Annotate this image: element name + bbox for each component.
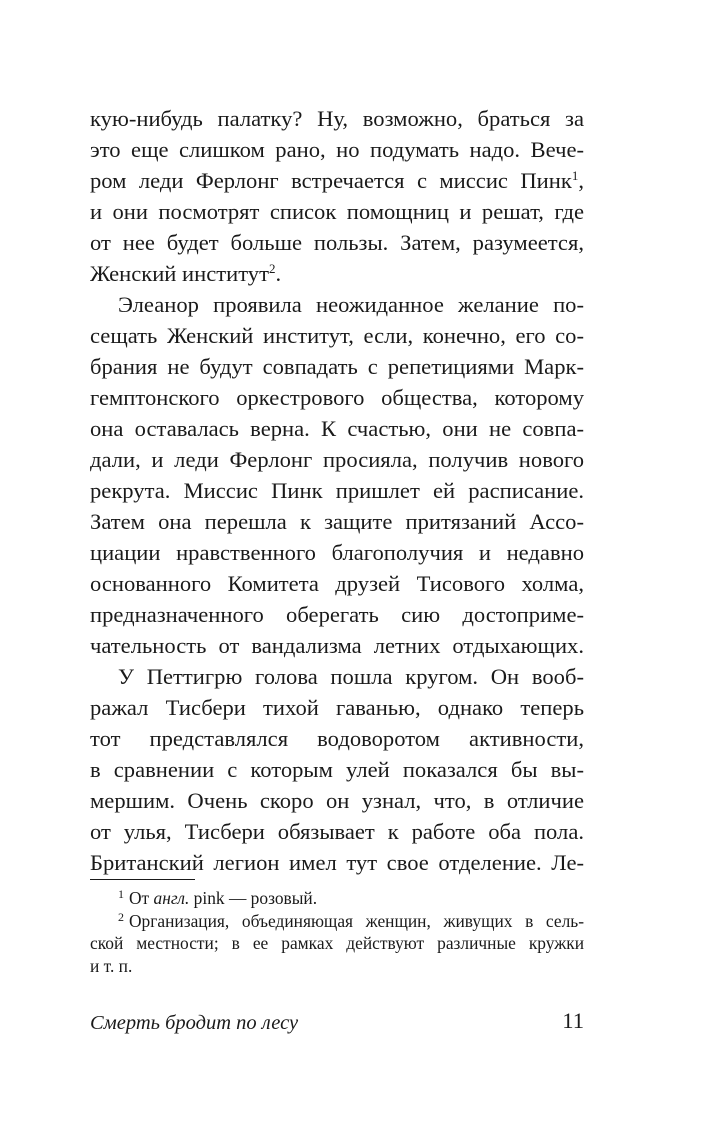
text-line: циации нравственного благополучия и недавно [90,540,584,565]
text-line: и они посмотрят список помощниц и решат, где [90,199,584,224]
footnote-reference[interactable]: 1 [571,168,579,183]
text-segment: , [578,168,584,193]
text-line: это еще слишком рано, но подумать надо. Вече- [90,137,584,162]
text-line: гемптонского оркестрового общества, которому [90,385,584,410]
text-line: тот представлялся водоворотом активности, [90,726,584,751]
footnotes [90,887,584,977]
text-line: от нее будет больше пользы. Затем, разумеется, [90,230,584,255]
text-line: У Петтигрю голова пошла кругом. Он вооб- [118,664,584,689]
page-footer [90,1008,584,1042]
text-line: основанного Комитета друзей Тисового холма, [90,571,584,596]
body-text [90,103,584,878]
text-line: Элеанор проявила неожиданное желание по- [118,292,584,317]
footnote-line: ской местности; в ее рамках действуют различные кружки [90,933,584,953]
footnote-2 [90,910,584,933]
footnote-mark: 2 [118,909,124,924]
text-line: ражал Тисбери тихой гаванью, однако теперь [90,695,584,720]
text-segment: . [275,261,282,286]
footnote-text: Организация, объединяющая женщин, живущих в сель- [129,910,584,931]
footnote-abbreviation: англ. [153,888,190,908]
text-line: кую-нибудь палатку? Ну, возможно, браться за [90,106,584,131]
page-number: 11 [562,1008,584,1033]
text-line: в сравнении с которым улей показался бы вы- [90,757,584,782]
footnote-divider [90,879,195,880]
text-line: сещать Женский институт, если, конечно, его со- [90,323,584,348]
footnote-line: и т. п. [90,955,133,976]
footnote-reference[interactable]: 2 [268,261,276,276]
footnote-text: pink — розовый. [189,888,318,908]
text-line: чательность от вандализма летних отдыхающих. [90,633,584,658]
text-line: предназначенного оберегать сию достоприме- [90,602,584,627]
text-line [90,165,584,196]
text-line: она оставалась верна. К счастью, они не совпа- [90,416,584,441]
text-line [90,258,584,289]
text-line: дали, и леди Ферлонг просияла, получив нового [90,447,584,472]
text-segment: Женский институт [90,261,269,286]
text-line: рекрута. Миссис Пинк пришлет ей расписание. [90,478,584,503]
text-line: брания не будут совпадать с репетициями Марк- [90,354,584,379]
footnote-text: От [129,888,154,908]
text-segment: ром леди Ферлонг встречается с миссис Пинк [90,168,572,193]
footnote-1 [90,887,584,910]
text-line: Затем она перешла к защите притязаний Ассо- [90,509,584,534]
running-title: Смерть бродит по лесу [90,1012,299,1034]
footnote-mark: 1 [118,887,124,901]
text-line: от улья, Тисбери обязывает к работе оба пола. [90,819,584,844]
text-line: Британский легион имел тут свое отделение. Ле- [90,850,584,875]
text-line: мершим. Очень скоро он узнал, что, в отличие [90,788,584,813]
